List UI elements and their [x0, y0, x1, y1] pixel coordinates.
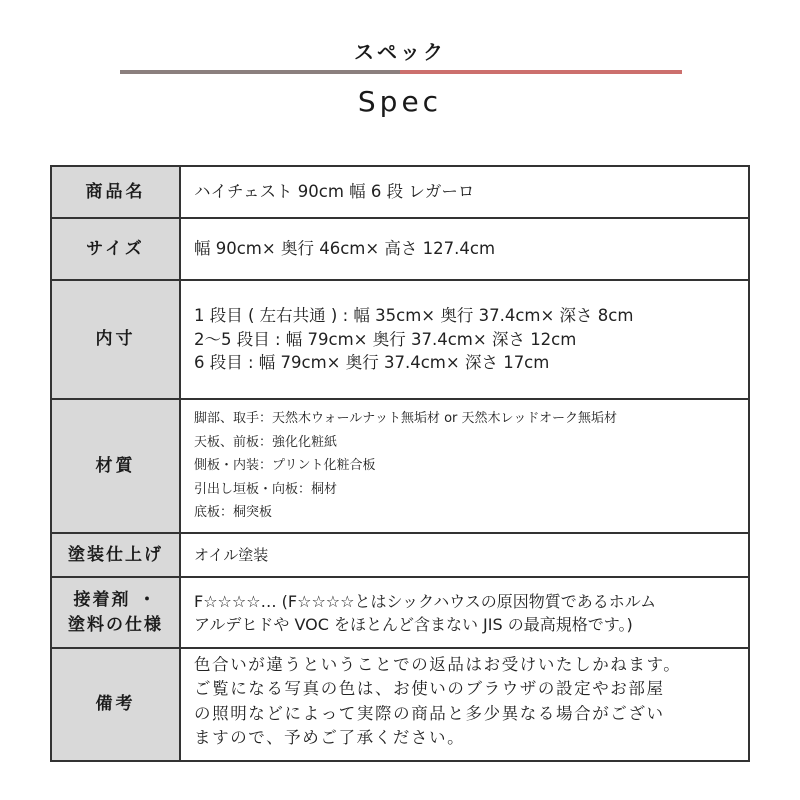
heading-japanese: スペック: [354, 40, 446, 64]
value-line: 引出し垣板・向板：桐材: [194, 481, 338, 497]
row-value: [180, 648, 749, 761]
value-line: 色合いが違うということでの返品はお受けいたしかねます。: [194, 654, 682, 674]
row-value: [180, 577, 749, 648]
divider-right-segment: [400, 70, 682, 74]
row-label: 商品名: [51, 166, 180, 218]
label-line: 接着剤 ・: [73, 589, 158, 610]
row-value: [180, 399, 749, 533]
value-line: F☆☆☆☆… (F☆☆☆☆とはシックハウスの原因物質であるホルム: [194, 591, 657, 611]
heading-english: Spec: [357, 85, 443, 118]
value-line: アルデヒドや VOC をほとんど含まない JIS の最高規格です。): [194, 614, 633, 634]
value-line: 幅 90cm× 奥行 46cm× 高さ 127.4cm: [194, 239, 496, 258]
heading-divider: [120, 70, 682, 74]
value-line: の照明などによって実際の商品と多少異なる場合がござい: [194, 703, 665, 723]
table-row-size: [51, 218, 749, 280]
value-line: 側板・内装：プリント化粧合板: [194, 458, 376, 474]
row-value: [180, 218, 749, 280]
value-line: ご覧になる写真の色は、お使いのブラウザの設定やお部屋: [194, 679, 665, 698]
label-line: 塗料の仕様: [68, 614, 163, 635]
row-label: [51, 577, 180, 648]
value-line: 6 段目 : 幅 79cm× 奥行 37.4cm× 深さ 17cm: [194, 353, 550, 373]
row-value: [180, 533, 749, 577]
table-row-material: [51, 399, 749, 533]
value-line: 1 段目 ( 左右共通 ) : 幅 35cm× 奥行 37.4cm× 深さ 8cm: [194, 306, 634, 326]
row-label: サイズ: [51, 218, 180, 280]
table-row-inner-dimensions: [51, 280, 749, 399]
table-row-product-name: [51, 166, 749, 218]
row-label: 塗装仕上げ: [51, 533, 180, 577]
row-label: 備考: [51, 648, 180, 761]
table-row-notes: [51, 648, 749, 761]
table-row-finish: [51, 533, 749, 577]
value-line: ハイチェスト 90cm 幅 6 段 レガーロ: [194, 182, 475, 201]
table-row-adhesive: [51, 577, 749, 648]
value-line: 2〜5 段目 : 幅 79cm× 奥行 37.4cm× 深さ 12cm: [194, 329, 577, 349]
value-line: オイル塗装: [194, 546, 269, 564]
value-line: 脚部、取手：天然木ウォールナット無垢材 or 天然木レッドオーク無垢材: [194, 411, 618, 427]
value-line: 天板、前板：強化化粧紙: [194, 434, 338, 450]
value-line: 底板：桐突板: [194, 505, 273, 521]
divider-left-segment: [120, 70, 400, 74]
spec-table: [50, 165, 750, 762]
row-label: 内寸: [51, 280, 180, 399]
row-value: [180, 280, 749, 399]
row-value: [180, 166, 749, 218]
value-line: ますので、予めご了承ください。: [194, 728, 466, 747]
row-label: 材質: [51, 399, 180, 533]
